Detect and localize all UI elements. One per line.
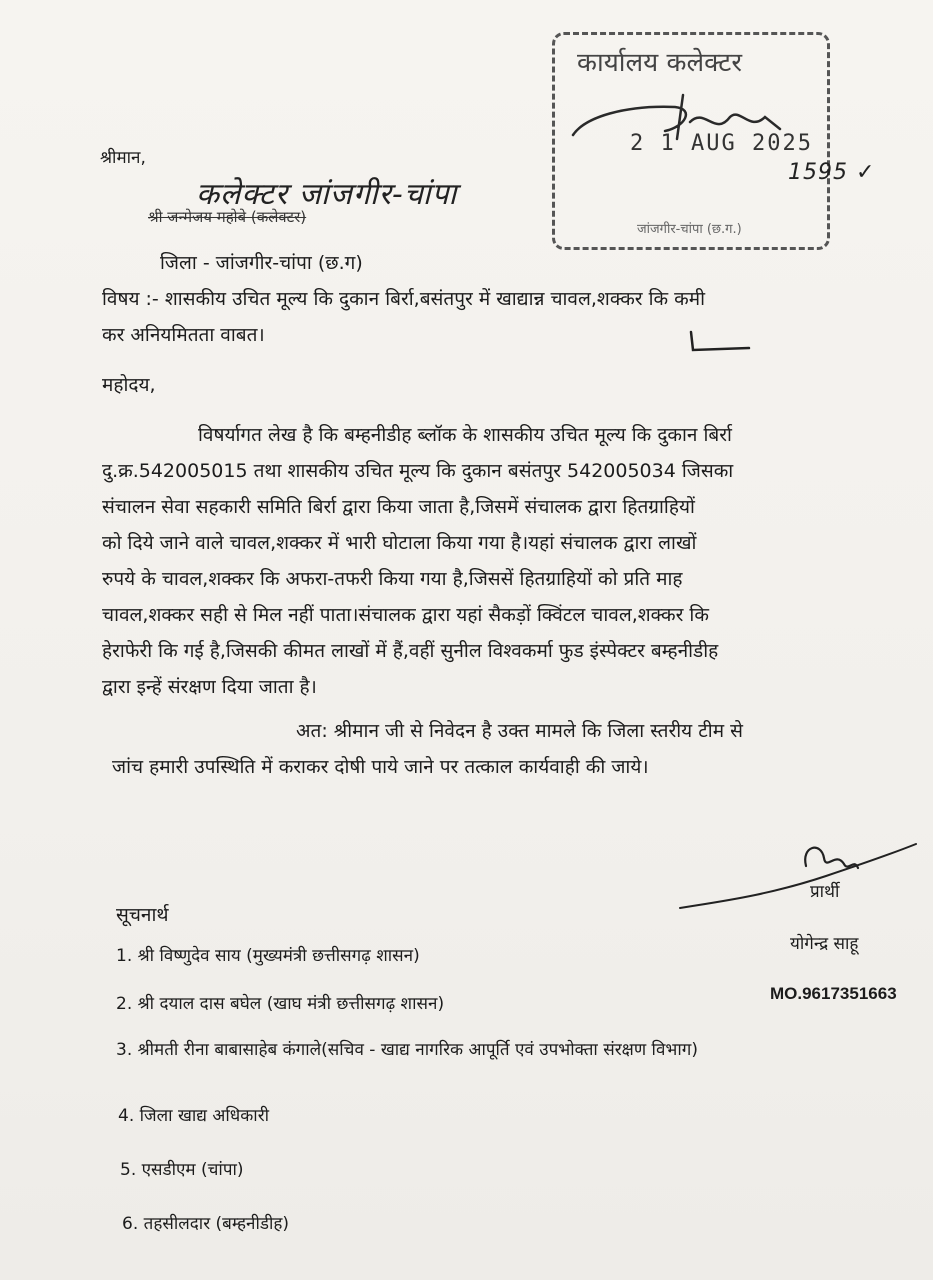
subject-mark	[685, 328, 755, 356]
cc-heading: सूचनार्थ	[116, 904, 169, 926]
cc-item: 3. श्रीमती रीना बाबासाहेब कंगाले(सचिव - खाद्य नागरिक आपूर्ति एवं उपभोक्ता संरक्षण विभाग)	[116, 1040, 698, 1060]
body-line: विषर्यागत लेख है कि बम्हनीडीह ब्लॉक के शासकीय उचित मूल्य कि दुकान बिर्रा	[198, 424, 732, 446]
body-line: दु.क्र.542005015 तथा शासकीय उचित मूल्य कि दुकान बसंतपुर 542005034 जिसका	[102, 460, 734, 482]
stamp-date: 2 1 AUG 2025	[630, 131, 813, 156]
district-line: जिला - जांजगीर-चांपा (छ.ग)	[160, 252, 363, 274]
stamp-location: जांजगीर-चांपा (छ.ग.)	[637, 222, 742, 237]
cc-item: 1. श्री विष्णुदेव साय (मुख्यमंत्री छत्तीसगढ़ शासन)	[116, 946, 420, 966]
cc-item: 4. जिला खाद्य अधिकारी	[118, 1106, 270, 1126]
applicant-name: योगेन्द्र साहू	[790, 934, 859, 954]
body-line: हेराफेरी कि गई है,जिसकी कीमत लाखों में हैं,वहीं सुनील विश्वकर्मा फुड इंस्पेक्टर बम्हनीडीह	[102, 640, 719, 662]
subject-line-1: विषय :- शासकीय उचित मूल्य कि दुकान बिर्रा,बसंतपुर में खाद्यान्न चावल,शक्कर कि कमी	[102, 288, 706, 310]
body-line: द्वारा इन्हें संरक्षण दिया जाता है।	[102, 676, 317, 698]
body-line: रुपये के चावल,शक्कर कि अफरा-तफरी किया गया है,जिससें हितग्राहियों को प्रति माह	[102, 568, 683, 590]
body-line: चावल,शक्कर सही से मिल नहीं पाता।संचालक द्वारा यहां सैकड़ों क्विंटल चावल,शक्कर कि	[102, 604, 709, 626]
cc-item: 2. श्री दयाल दास बघेल (खाघ मंत्री छत्तीसगढ़ शासन)	[116, 994, 445, 1014]
applicant-label: प्रार्थी	[810, 882, 840, 902]
collector-office-stamp	[552, 32, 830, 250]
addressee-handwritten: कलेक्टर जांजगीर-चांपा	[196, 177, 458, 212]
subject-line-2: कर अनियमितता वाबत।	[102, 324, 265, 346]
request-line: अत: श्रीमान जी से निवेदन है उक्त मामले कि जिला स्तरीय टीम से	[296, 720, 743, 742]
request-line: जांच हमारी उपस्थिति में कराकर दोषी पाये जाने पर तत्काल कार्यवाही की जाये।	[112, 756, 649, 778]
body-line: संचालन सेवा सहकारी समिति बिर्रा द्वारा किया जाता है,जिसमें संचालक द्वारा हितग्राहियों	[102, 496, 695, 518]
cc-item: 5. एसडीएम (चांपा)	[120, 1160, 244, 1180]
inward-note: 1595 ✓	[788, 160, 876, 185]
addressee-struck: श्री जन्मेजय महोबे (कलेक्टर)	[148, 208, 307, 226]
stamp-office-name: कार्यालय कलेक्टर	[577, 48, 742, 78]
cc-item: 6. तहसीलदार (बम्हनीडीह)	[122, 1214, 290, 1234]
body-line: को दिये जाने वाले चावल,शक्कर में भारी घोटाला किया गया है।यहां संचालक द्वारा लाखों	[102, 532, 697, 554]
applicant-mobile: MO.9617351663	[770, 984, 897, 1003]
salutation: श्रीमान,	[100, 148, 146, 168]
greeting: महोदय,	[102, 374, 156, 396]
applicant-signature	[676, 836, 921, 918]
